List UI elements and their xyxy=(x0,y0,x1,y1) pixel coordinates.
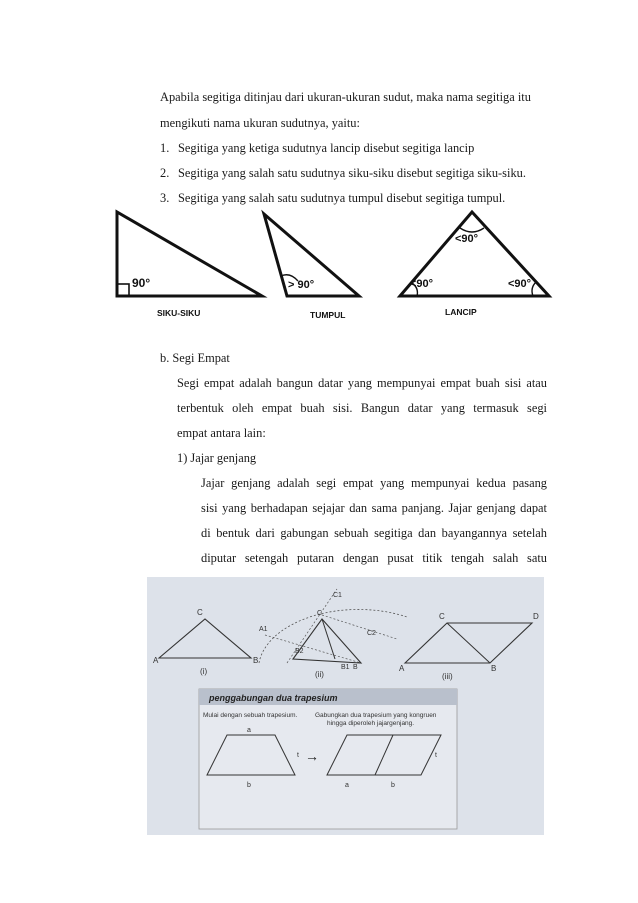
section-b-para-2: terbentuk oleh empat buah sisi. Bangun datar yang termasuk segi xyxy=(177,401,547,415)
list-number-2: 2. xyxy=(160,166,170,180)
label-i-B: B xyxy=(253,656,259,665)
intro-line-2: mengikuti nama ukuran sudutnya, yaitu: xyxy=(160,116,360,130)
trapezoid-a-label: a xyxy=(247,727,251,734)
list-number-3: 3. xyxy=(160,191,170,205)
subsection-1-para-3: di bentuk dari gabungan sebuah segitiga dan bayangannya setelah xyxy=(201,526,547,540)
acute-right-arc xyxy=(532,282,536,296)
label-iii-D: D xyxy=(533,612,539,621)
label-ii-B: B xyxy=(353,664,358,671)
combined-a-label: a xyxy=(345,782,349,789)
parallelogram-scan-figure xyxy=(147,577,544,835)
section-b-heading: b. Segi Empat xyxy=(160,351,230,365)
label-ii-C2: C2 xyxy=(367,630,376,637)
caption-ii: (ii) xyxy=(315,670,324,679)
subsection-1-heading: 1) Jajar genjang xyxy=(177,451,257,465)
subsection-1-para-1: Jajar genjang adalah segi empat yang mempunyai kedua pasang xyxy=(201,476,547,490)
trapezoid-panel xyxy=(199,689,457,829)
label-iii-C: C xyxy=(439,612,445,621)
trapezoid-t-label: t xyxy=(297,752,299,759)
label-ii-A1: A1 xyxy=(259,626,268,633)
trapezoid-b-label: b xyxy=(247,782,251,789)
right-triangle-angle: 90° xyxy=(132,276,151,290)
subsection-1-para-4: diputar setengah putaran dengan pusat titik tengah salah satu xyxy=(201,551,547,565)
section-b-para-1: Segi empat adalah bangun datar yang mempunyai empat buah sisi atau xyxy=(177,376,547,390)
caption-i: (i) xyxy=(200,667,208,676)
combined-t-label: t xyxy=(435,752,437,759)
section-b-para-3: empat antara lain: xyxy=(177,426,266,440)
label-iii-A: A xyxy=(399,664,405,673)
label-ii-B1: B1 xyxy=(341,664,350,671)
list-item-3: Segitiga yang salah satu sudutnya tumpul disebut segitiga tumpul. xyxy=(178,191,506,205)
acute-right-angle: <90° xyxy=(508,278,532,290)
acute-triangle-caption: LANCIP xyxy=(445,307,477,317)
combined-b-label: b xyxy=(391,782,395,789)
label-ii-C1: C1 xyxy=(333,592,342,599)
panel-right-text-1: Gabungkan dua trapesium yang kongruen xyxy=(315,712,437,719)
caption-iii: (iii) xyxy=(442,672,453,681)
arrow-icon: → xyxy=(305,748,319,764)
parallelogram-construction-diagram xyxy=(147,577,544,835)
acute-top-arc xyxy=(460,228,484,232)
right-angle-mark xyxy=(117,284,129,296)
obtuse-triangle-caption: TUMPUL xyxy=(310,310,346,320)
right-triangle-caption: SIKU-SIKU xyxy=(157,308,201,318)
list-number-1: 1. xyxy=(160,141,170,155)
panel-left-text: Mulai dengan sebuah trapesium. xyxy=(203,712,298,719)
panel-title: penggabungan dua trapesium xyxy=(209,693,338,703)
panel-right-text-2: hingga diperoleh jajargenjang. xyxy=(327,720,415,727)
label-ii-C: C xyxy=(317,610,323,617)
label-iii-B: B xyxy=(491,664,497,673)
label-i-A: A xyxy=(153,656,159,665)
label-i-C: C xyxy=(197,608,203,617)
list-item-2: Segitiga yang salah satu sudutnya siku-siku disebut segitiga siku-siku. xyxy=(178,166,526,180)
subsection-1-para-2: sisi yang berhadapan sejajar dan sama panjang. Jajar genjang dapat xyxy=(201,501,547,515)
acute-top-angle: <90° xyxy=(455,233,479,245)
triangle-types-figure xyxy=(112,206,562,326)
label-ii-B2: B2 xyxy=(295,648,304,655)
list-item-1: Segitiga yang ketiga sudutnya lancip disebut segitiga lancip xyxy=(178,141,475,155)
acute-left-angle: <90° xyxy=(410,278,434,290)
intro-line-1: Apabila segitiga ditinjau dari ukuran-ukuran sudut, maka nama segitiga itu xyxy=(160,90,531,104)
obtuse-triangle-angle: > 90° xyxy=(288,279,315,291)
